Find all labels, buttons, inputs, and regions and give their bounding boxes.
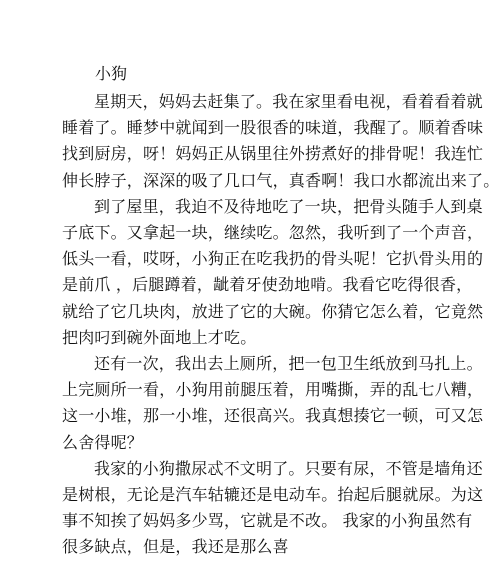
text-line: 伸长脖子，深深的吸了几口气，真香啊！我口水都流出来了。 (62, 170, 500, 190)
text-line: 么舍得呢？ (62, 432, 144, 452)
text-line: 星期天，妈妈去赶集了。我在家里看电视，看着看着就 (94, 92, 483, 111)
paragraph-3 (62, 351, 484, 456)
text-line: 是前爪 ，后腿蹲着，龇着牙使劲地啃。我看它吃得很香， (62, 275, 473, 295)
text-line: 事不知挨了妈妈多少骂，它就是不改。 我家的小狗虽然有 (62, 511, 473, 531)
text-line: 找到厨房，呀！妈妈正从锅里往外捞煮好的排骨呢！我连忙 (62, 144, 484, 164)
paragraph-2 (62, 194, 484, 351)
document-title: 小狗 (95, 64, 128, 83)
text-line: 是树根，无论是汽车轱辘还是电动车。抬起后腿就尿。为这 (62, 485, 484, 505)
text-line: 上完厕所一看，小狗用前腿压着，用嘴撕，弄的乱七八糟， (62, 380, 484, 400)
text-line: 低头一看，哎呀，小狗正在吃我扔的骨头呢！它扒骨头用的 (62, 249, 484, 269)
text-line: 睡着了。睡梦中就闻到一股很香的味道，我醒了。顺着香味 (62, 118, 484, 138)
text-line: 把肉叼到碗外面地上才吃。 (62, 327, 257, 347)
paragraph-1 (62, 89, 500, 194)
text-line: 还有一次，我出去上厕所，把一包卫生纸放到马扎上。 (94, 354, 483, 374)
text-line: 到了屋里，我迫不及待地吃了一块，把骨头随手人到桌 (94, 196, 483, 216)
text-line: 子底下。又拿起一块，继续吃。忽然，我听到了一个声音， (62, 223, 484, 243)
paragraph-4 (62, 456, 484, 561)
text-line: 我家的小狗撒尿忒不文明了。只要有尿，不管是墙角还 (94, 458, 483, 478)
text-line: 就给了它几块肉，放进了它的大碗。你猜它怎么着，它竟然 (62, 301, 484, 321)
text-line: 这一小堆，那一小堆，还很高兴。我真想揍它一顿，可又怎 (62, 406, 484, 426)
document-body (62, 89, 500, 561)
text-line: 很多缺点，但是，我还是那么喜 (62, 537, 289, 557)
